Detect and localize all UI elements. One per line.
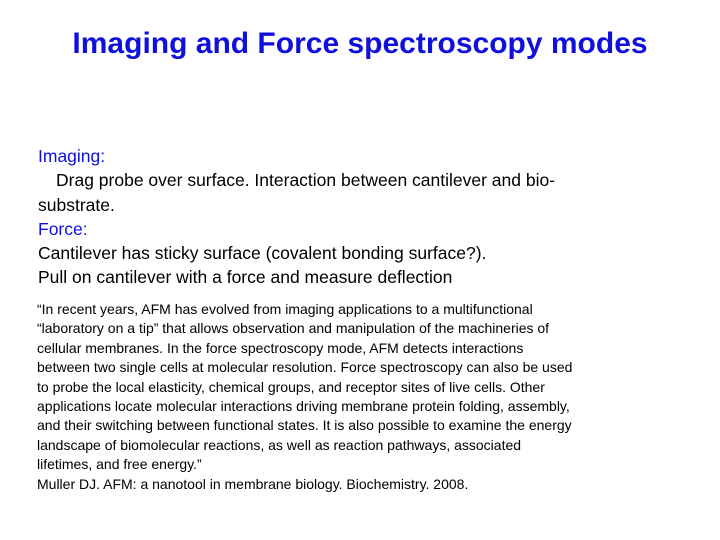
quote-line-1: “In recent years, AFM has evolved from imaging applications to a multifunctional	[37, 301, 533, 317]
quote-block	[37, 300, 677, 494]
slide-title: Imaging and Force spectroscopy modes	[72, 27, 648, 60]
imaging-text-line-1: Drag probe over surface. Interaction between cantilever and bio-	[56, 170, 556, 191]
quote-line-5: to probe the local elasticity, chemical groups, and receptor sites of live cells. Other	[37, 378, 545, 395]
quote-line-4: between two single cells at molecular resolution. Force spectroscopy can also be used	[37, 359, 573, 376]
citation: Muller DJ. AFM: a nanotool in membrane biology. Biochemistry. 2008.	[37, 475, 469, 492]
force-text-line-1: Cantilever has sticky surface (covalent bonding surface?).	[38, 243, 487, 264]
quote-line-7: and their switching between functional states. It is also possible to examine the energy	[37, 417, 572, 434]
quote-line-3: cellular membranes. In the force spectroscopy mode, AFM detects interactions	[37, 339, 524, 356]
quote-line-8: landscape of biomolecular reactions, as well as reaction pathways, associated	[37, 436, 522, 453]
imaging-heading: Imaging:	[38, 146, 106, 166]
force-heading: Force:	[38, 218, 88, 239]
quote-line-6: applications locate molecular interactions driving membrane protein folding, assembly,	[37, 398, 570, 415]
main-body	[38, 144, 638, 290]
quote-line-9: lifetimes, and free energy.”	[37, 456, 202, 473]
force-text-line-2: Pull on cantilever with a force and measure deflection	[38, 267, 453, 288]
imaging-text-line-2: substrate.	[38, 194, 115, 215]
quote-line-2: “laboratory on a tip” that allows observation and manipulation of the machineries of	[37, 320, 550, 337]
